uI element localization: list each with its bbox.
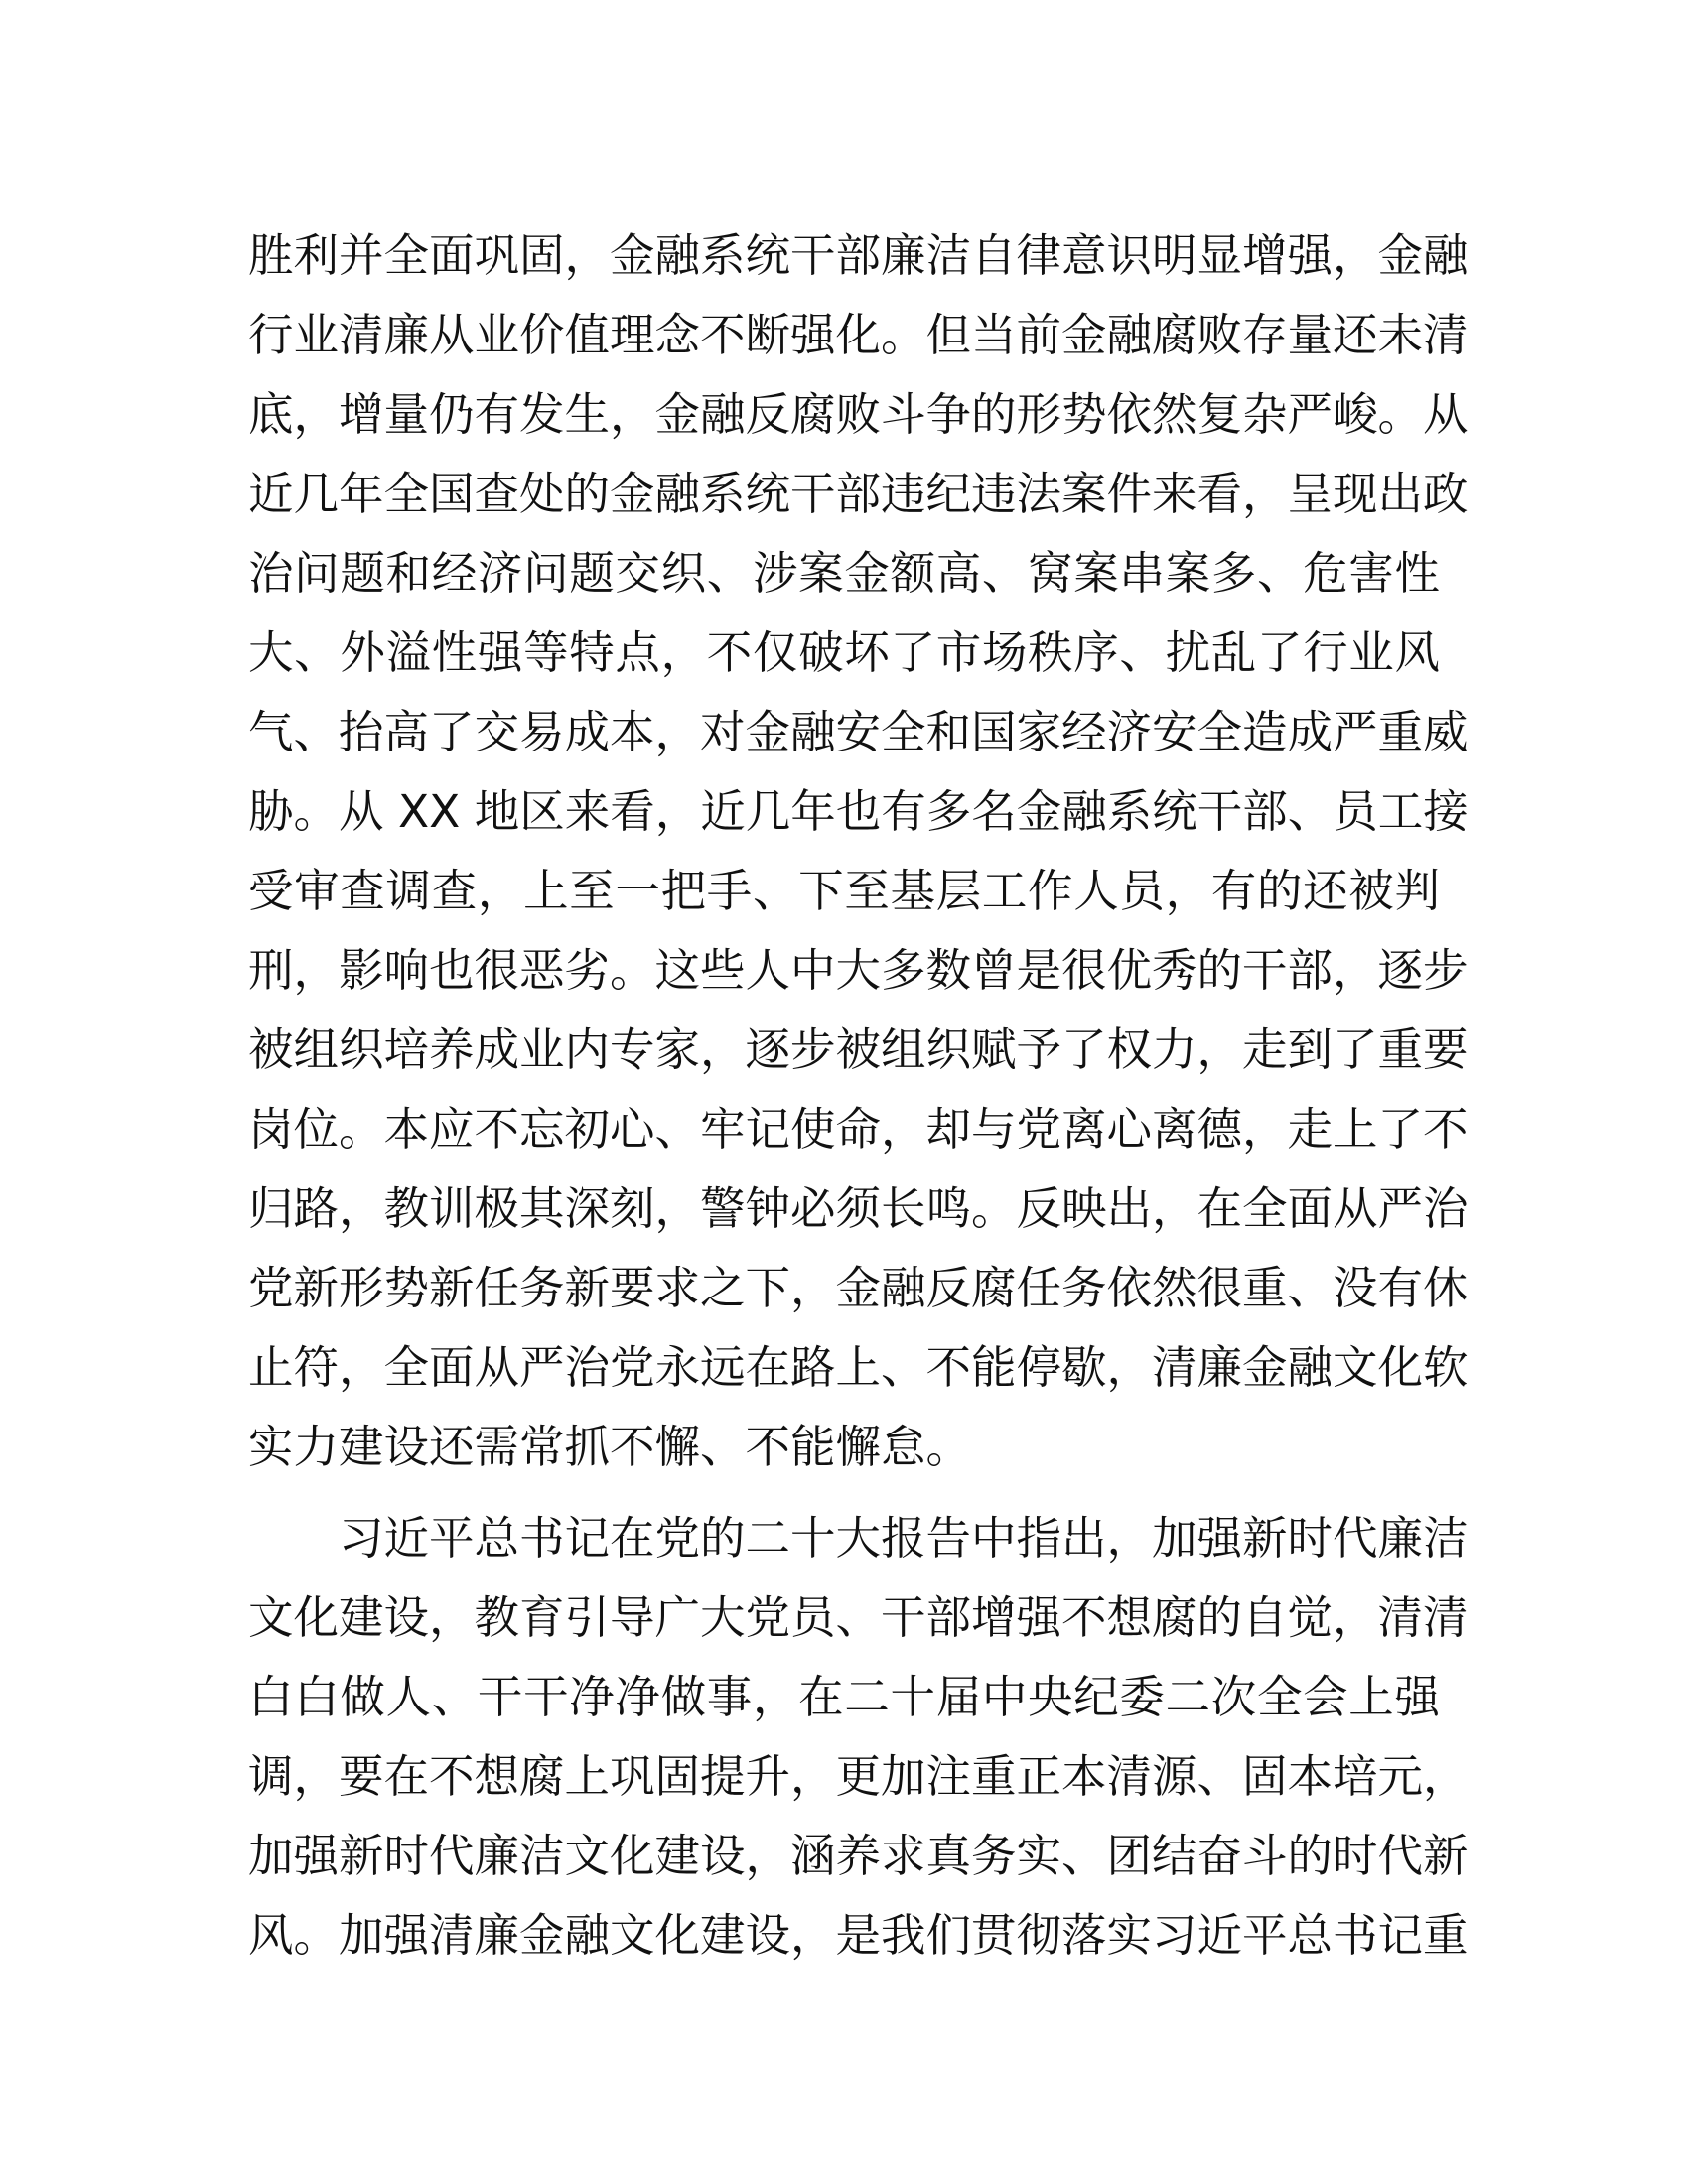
text-line: 白白做人、干干净净做事，在二十届中央纪委二次全会上强 — [248, 1671, 1440, 1723]
text-line: 习近平总书记在党的二十大报告中指出，加强新时代廉洁 — [339, 1512, 1469, 1565]
text-line: 受审查调查，上至一把手、下至基层工作人员，有的还被判 — [248, 865, 1440, 917]
text-line: 加强新时代廉洁文化建设，涵养求真务实、团结奋斗的时代新 — [248, 1830, 1469, 1882]
text-line: 胁。从 XX 地区来看，近几年也有多名金融系统干部、员工接 — [248, 785, 1469, 838]
text-line: 大、外溢性强等特点，不仅破坏了市场秩序、扰乱了行业风 — [248, 626, 1440, 679]
document-body — [248, 216, 1469, 1976]
text-line: 归路，教训极其深刻，警钟必须长鸣。反映出，在全面从严治 — [248, 1182, 1469, 1235]
text-line: 止符，全面从严治党永远在路上、不能停歇，清廉金融文化软 — [248, 1341, 1469, 1394]
paragraph-2 — [248, 1499, 1469, 1976]
text-line: 刑，影响也很恶劣。这些人中大多数曾是很优秀的干部，逐步 — [248, 944, 1469, 997]
paragraph-1 — [248, 216, 1469, 1487]
text-line: 调，要在不想腐上巩固提升，更加注重正本清源、固本培元， — [248, 1750, 1469, 1803]
text-line: 风。加强清廉金融文化建设，是我们贯彻落实习近平总书记重 — [248, 1909, 1469, 1962]
text-line: 治问题和经济问题交织、涉案金额高、窝案串案多、危害性 — [248, 547, 1440, 600]
text-line: 近几年全国查处的金融系统干部违纪违法案件来看，呈现出政 — [248, 468, 1469, 520]
text-line: 气、抬高了交易成本，对金融安全和国家经济安全造成严重威 — [248, 706, 1469, 758]
text-line: 被组织培养成业内专家，逐步被组织赋予了权力，走到了重要 — [248, 1024, 1469, 1076]
text-line: 底，增量仍有发生，金融反腐败斗争的形势依然复杂严峻。从 — [248, 388, 1469, 441]
text-line: 行业清廉从业价值理念不断强化。但当前金融腐败存量还未清 — [248, 309, 1469, 361]
text-line: 胜利并全面巩固，金融系统干部廉洁自律意识明显增强，金融 — [248, 229, 1469, 282]
text-line: 党新形势新任务新要求之下，金融反腐任务依然很重、没有休 — [248, 1262, 1469, 1314]
text-line: 岗位。本应不忘初心、牢记使命，却与党离心离德，走上了不 — [248, 1103, 1469, 1156]
text-line: 实力建设还需常抓不懈、不能懈怠。 — [248, 1421, 972, 1473]
text-line: 文化建设，教育引导广大党员、干部增强不想腐的自觉，清清 — [248, 1591, 1469, 1644]
